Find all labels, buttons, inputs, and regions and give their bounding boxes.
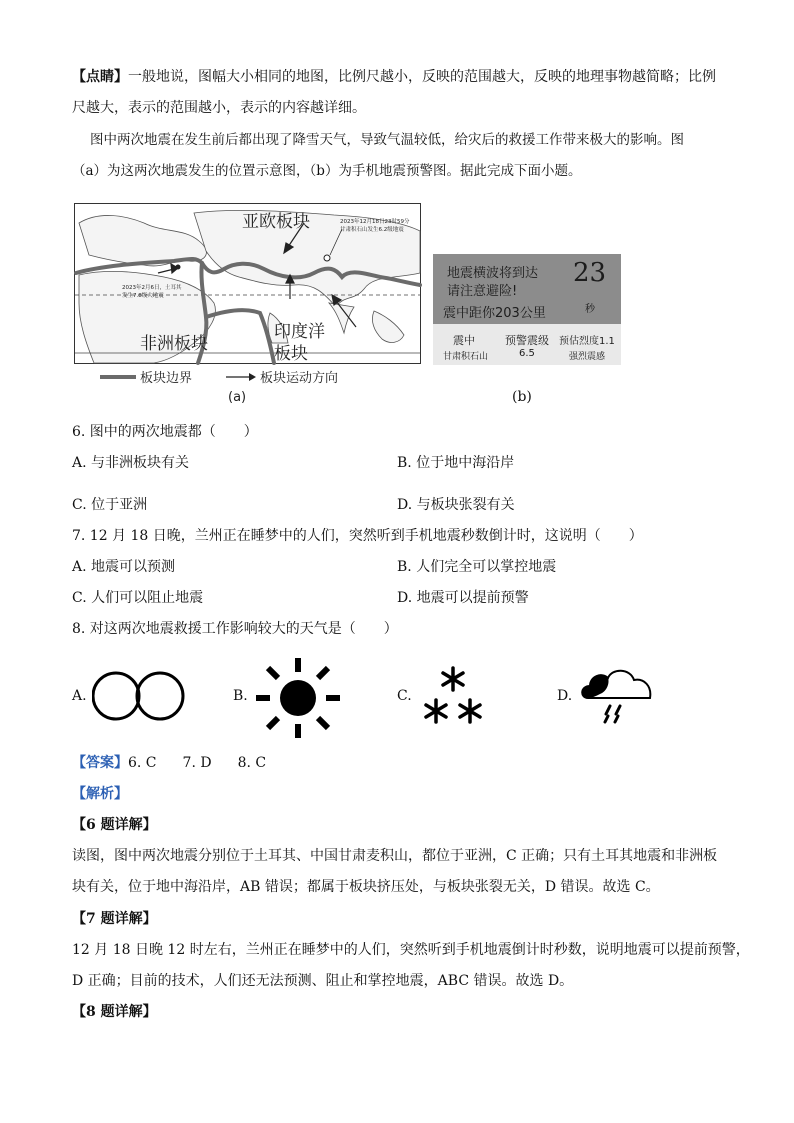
q7-option-d: D. 地震可以提前预警 bbox=[397, 590, 529, 606]
figure-b-caption: (b) bbox=[512, 389, 532, 405]
answer-6: 6. C bbox=[128, 755, 157, 771]
phone-header-intensity: 预估烈度1.1 bbox=[559, 336, 615, 347]
phone-distance: 震中距你203公里 bbox=[443, 306, 546, 321]
q8-option-b-label: B. bbox=[233, 688, 248, 704]
phone-msg-2: 请注意避险! bbox=[447, 284, 518, 299]
phone-value-magnitude: 6.5 bbox=[519, 348, 535, 359]
stem-line-2: （a）为这两次地震发生的位置示意图，（b）为手机地震预警图。据此完成下面小题。 bbox=[72, 163, 582, 179]
intro-line-1 bbox=[72, 67, 716, 87]
q6-option-c: C. 位于亚洲 bbox=[72, 497, 148, 513]
turkey-epicenter-marker bbox=[176, 265, 181, 270]
phone-header-epicenter: 震中 bbox=[453, 334, 475, 347]
q6-option-a: A. 与非洲板块有关 bbox=[72, 455, 190, 471]
analysis-tag: 【解析】 bbox=[72, 786, 128, 802]
q8-option-a-label: A. bbox=[72, 688, 87, 704]
q8-option-c-label: C. bbox=[397, 688, 412, 704]
detail-7-line-2: D 正确；目前的技术，人们还无法预测、阻止和掌控地震，ABC 错误。故选 D。 bbox=[72, 973, 574, 989]
q8-stem: 8. 对这两次地震救援工作影响较大的天气是（ ） bbox=[72, 621, 398, 637]
label-turkey-quake-1: 2023年2月6日，土耳其 bbox=[122, 285, 182, 291]
phone-header-magnitude: 预警震级 bbox=[505, 334, 549, 347]
detail-7-line-1: 12 月 18 日晚 12 时左右，兰州正在睡梦中的人们，突然听到手机地震倒计时秒数，说明地震可以提前预警， bbox=[72, 942, 750, 958]
label-gansu-quake-1: 2023年12月18日23时59分 bbox=[340, 219, 410, 225]
legend-boundary-label: 板块边界 bbox=[140, 371, 193, 386]
dianjing-tag: 【点睛】 bbox=[72, 69, 128, 85]
detail-8-tag: 【8 题详解】 bbox=[72, 1004, 157, 1020]
phone-value-epicenter: 甘肃积石山 bbox=[443, 352, 489, 362]
detail-6-line-2: 块有关，位于地中海沿岸，AB 错误；都属于板块挤压处，与板块张裂无关，D 错误。故选 C。 bbox=[72, 879, 660, 895]
stem-line-1: 图中两次地震在发生前后都出现了降雪天气，导致气温较低，给灾后的救援工作带来极大的影响。图 bbox=[90, 132, 684, 148]
label-gansu-quake-2: 甘肃积石山发生6.2级地震 bbox=[340, 227, 404, 233]
phone-warning-panel bbox=[433, 254, 621, 365]
q7-stem: 7. 12 月 18 日晚，兰州正在睡梦中的人们，突然听到手机地震秒数倒计时，这说明（ ） bbox=[72, 528, 643, 544]
answer-8: 8. C bbox=[237, 755, 267, 771]
plate-map-figure bbox=[74, 203, 422, 403]
fog-icon bbox=[92, 668, 188, 724]
q7-option-a: A. 地震可以预测 bbox=[72, 559, 176, 575]
q7-option-c: C. 人们可以阻止地震 bbox=[72, 590, 204, 606]
label-indian-plate-1: 印度洋 bbox=[274, 322, 325, 342]
detail-7-tag: 【7 题详解】 bbox=[72, 911, 157, 927]
rain-cloud-icon bbox=[578, 664, 654, 724]
sunny-icon bbox=[254, 656, 342, 740]
detail-6-line-1: 读图，图中两次地震分别位于土耳其、中国甘肃麦积山，都位于亚洲，C 正确；只有土耳其地震和非洲板 bbox=[72, 848, 718, 864]
answer-7: 7. D bbox=[182, 755, 212, 771]
q6-stem: 6. 图中的两次地震都（ ） bbox=[72, 424, 258, 440]
figure-a-caption: (a) bbox=[228, 390, 247, 403]
label-indian-plate-2: 板块 bbox=[274, 344, 308, 364]
label-eurasia-plate: 亚欧板块 bbox=[242, 212, 310, 232]
intro-text-1: 一般地说，图幅大小相同的地图，比例尺越小，反映的范围越大，反映的地理事物越简略；比例 bbox=[128, 69, 716, 85]
phone-value-intensity: 强烈震感 bbox=[569, 352, 606, 362]
q6-option-d: D. 与板块张裂有关 bbox=[397, 497, 515, 513]
label-african-plate: 非洲板块 bbox=[140, 334, 208, 354]
q7-option-b: B. 人们完全可以掌控地震 bbox=[397, 559, 557, 575]
detail-6-tag: 【6 题详解】 bbox=[72, 817, 157, 833]
q6-option-b: B. 位于地中海沿岸 bbox=[397, 455, 515, 471]
answer-tag: 【答案】 bbox=[72, 755, 128, 771]
label-turkey-quake-2: 发生7.8级大地震 bbox=[122, 293, 164, 299]
answer-line bbox=[72, 753, 266, 773]
phone-msg-1: 地震横波将到达 bbox=[447, 266, 539, 281]
phone-seconds-unit: 秒 bbox=[585, 304, 595, 315]
intro-line-2: 尺越大，表示的范围越小，表示的内容越详细。 bbox=[72, 100, 366, 116]
legend-motion-label: 板块运动方向 bbox=[260, 371, 339, 386]
gansu-epicenter-marker bbox=[324, 255, 330, 261]
phone-countdown: 23 bbox=[573, 258, 607, 288]
snow-icon bbox=[422, 666, 484, 726]
q8-option-d-label: D. bbox=[557, 688, 573, 704]
